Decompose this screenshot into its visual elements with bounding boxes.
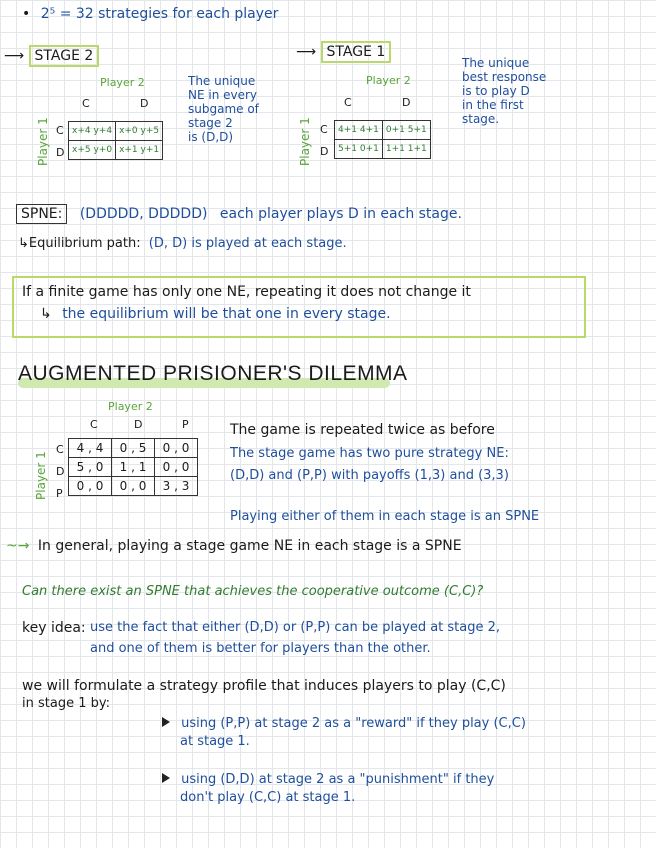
aug-cell: 4 , 4 bbox=[69, 439, 112, 458]
general-line bbox=[6, 538, 462, 554]
stage2-note-line: subgame of bbox=[188, 102, 259, 116]
equilibrium-path-line bbox=[18, 236, 347, 251]
triangle-bullet-icon bbox=[162, 717, 170, 727]
stage1-row-d: D bbox=[320, 145, 329, 158]
stage1-cell-dd: 1+1 1+1 bbox=[382, 140, 430, 159]
aug-col-p: P bbox=[182, 418, 189, 431]
aug-row-c: C bbox=[56, 443, 64, 456]
stage2-row-d: D bbox=[56, 146, 65, 159]
stage2-cell-dd: x+1 y+1 bbox=[116, 141, 163, 160]
stage2-title bbox=[4, 48, 99, 64]
stage1-row-c: C bbox=[320, 123, 328, 136]
general-text: In general, playing a stage game NE in each stage is a SPNE bbox=[37, 538, 462, 554]
stage2-note-line: is (D,D) bbox=[188, 130, 234, 144]
stage2-payoff-table bbox=[68, 121, 163, 160]
stage1-note-line: best response bbox=[462, 70, 547, 84]
stage1-note-line: is to play D bbox=[462, 84, 530, 98]
finite-game-line2 bbox=[40, 306, 391, 322]
strategies-count-text: 2⁵ = 32 strategies for each player bbox=[40, 6, 279, 22]
arrow-icon: ⟶ bbox=[296, 44, 317, 60]
spne-line bbox=[16, 206, 462, 222]
stage1-title-text: STAGE 1 bbox=[321, 41, 392, 63]
squiggle-arrow-icon: ~→ bbox=[6, 538, 30, 554]
key-idea-label: key idea: bbox=[22, 620, 86, 636]
bullet-reward bbox=[162, 712, 526, 731]
key-idea-line1: use the fact that either (D,D) or (P,P) can be played at stage 2, bbox=[90, 620, 501, 635]
finite-game-line1: If a finite game has only one NE, repeating it does not change it bbox=[22, 284, 471, 300]
aug-note-line2: The stage game has two pure strategy NE: bbox=[230, 446, 509, 461]
stage1-player-col: Player 2 bbox=[366, 74, 411, 87]
stage2-col-c: C bbox=[82, 97, 90, 110]
aug-note-line4: Playing either of them in each stage is an SPNE bbox=[230, 509, 540, 524]
aug-note-line1: The game is repeated twice as before bbox=[230, 422, 495, 438]
stage1-note-line: The unique bbox=[462, 56, 530, 70]
stage2-title-text: STAGE 2 bbox=[29, 45, 100, 67]
key-idea-line2: and one of them is better for players than the other. bbox=[90, 641, 431, 656]
section-heading bbox=[18, 362, 408, 386]
aug-row-p: P bbox=[56, 487, 63, 500]
bullet-punishment-line2: don't play (C,C) at stage 1. bbox=[180, 790, 356, 805]
aug-cell: 0 , 0 bbox=[155, 439, 198, 458]
heading-text: AUGMENTED PRISIONER'S DILEMMA bbox=[18, 362, 408, 385]
stage2-row-c: C bbox=[56, 124, 64, 137]
aug-cell: 0 , 5 bbox=[112, 439, 155, 458]
stage2-note-line: NE in every bbox=[188, 88, 258, 102]
aug-cell: 0 , 0 bbox=[69, 477, 112, 496]
stage1-note bbox=[462, 56, 546, 126]
stage2-note bbox=[188, 74, 259, 144]
stage1-cell-cd: 0+1 5+1 bbox=[382, 121, 430, 140]
aug-cell: 3 , 3 bbox=[155, 477, 198, 496]
stage2-note-line: stage 2 bbox=[188, 116, 233, 130]
arrow-icon: ⟶ bbox=[4, 48, 25, 64]
aug-note-line3: (D,D) and (P,P) with payoffs (1,3) and (3,3) bbox=[230, 468, 509, 483]
stage2-player-row: Player 1 bbox=[36, 117, 50, 166]
spne-label: SPNE: bbox=[16, 204, 67, 224]
stage1-note-line: stage. bbox=[462, 112, 500, 126]
bullet-reward-line2: at stage 1. bbox=[180, 734, 250, 749]
strategies-count-line bbox=[22, 6, 278, 22]
bullet-punishment bbox=[162, 768, 494, 787]
aug-cell: 1 , 1 bbox=[112, 458, 155, 477]
bullet-reward-line1: using (P,P) at stage 2 as a "reward" if they play (C,C) bbox=[181, 716, 526, 731]
aug-cell: 0 , 0 bbox=[112, 477, 155, 496]
stage2-col-d: D bbox=[140, 97, 149, 110]
stage1-note-line: in the first bbox=[462, 98, 524, 112]
equilibrium-path-text: (D, D) is played at each stage. bbox=[148, 236, 347, 251]
stage2-note-line: The unique bbox=[188, 74, 256, 88]
triangle-bullet-icon bbox=[162, 773, 170, 783]
finite-game-box bbox=[12, 276, 586, 338]
stage2-cell-dc: x+5 y+0 bbox=[69, 141, 116, 160]
aug-cell: 0 , 0 bbox=[155, 458, 198, 477]
stage2-cell-cc: x+4 y+4 bbox=[69, 122, 116, 141]
stage1-cell-dc: 5+1 0+1 bbox=[335, 140, 383, 159]
aug-col-c: C bbox=[90, 418, 98, 431]
stage2-player-col: Player 2 bbox=[100, 76, 145, 89]
bullet-punishment-line1: using (D,D) at stage 2 as a "punishment" if they bbox=[181, 772, 495, 787]
spne-description: each player plays D in each stage. bbox=[219, 206, 462, 222]
stage1-col-d: D bbox=[402, 96, 411, 109]
aug-col-d: D bbox=[134, 418, 143, 431]
formulate-line2: in stage 1 by: bbox=[22, 696, 110, 711]
aug-cell: 5 , 0 bbox=[69, 458, 112, 477]
return-arrow-icon: ↳ bbox=[40, 306, 52, 322]
aug-player-row: Player 1 bbox=[34, 451, 48, 500]
aug-player-col: Player 2 bbox=[108, 400, 153, 413]
question-line: Can there exist an SPNE that achieves the cooperative outcome (C,C)? bbox=[22, 584, 484, 599]
spne-strategy: (DDDDD, DDDDD) bbox=[79, 206, 208, 222]
formulate-line1: we will formulate a strategy profile that induces players to play (C,C) bbox=[22, 678, 506, 694]
stage1-title bbox=[296, 44, 391, 60]
bullet: • bbox=[22, 6, 31, 22]
stage1-payoff-table bbox=[334, 120, 431, 159]
stage1-player-row: Player 1 bbox=[298, 117, 312, 166]
finite-game-line2-text: the equilibrium will be that one in every stage. bbox=[62, 306, 391, 322]
aug-payoff-table bbox=[68, 438, 198, 496]
stage2-cell-cd: x+0 y+5 bbox=[116, 122, 163, 141]
stage1-cell-cc: 4+1 4+1 bbox=[335, 121, 383, 140]
stage1-col-c: C bbox=[344, 96, 352, 109]
equilibrium-path-label: ↳Equilibrium path: bbox=[18, 236, 141, 251]
aug-row-d: D bbox=[56, 465, 65, 478]
